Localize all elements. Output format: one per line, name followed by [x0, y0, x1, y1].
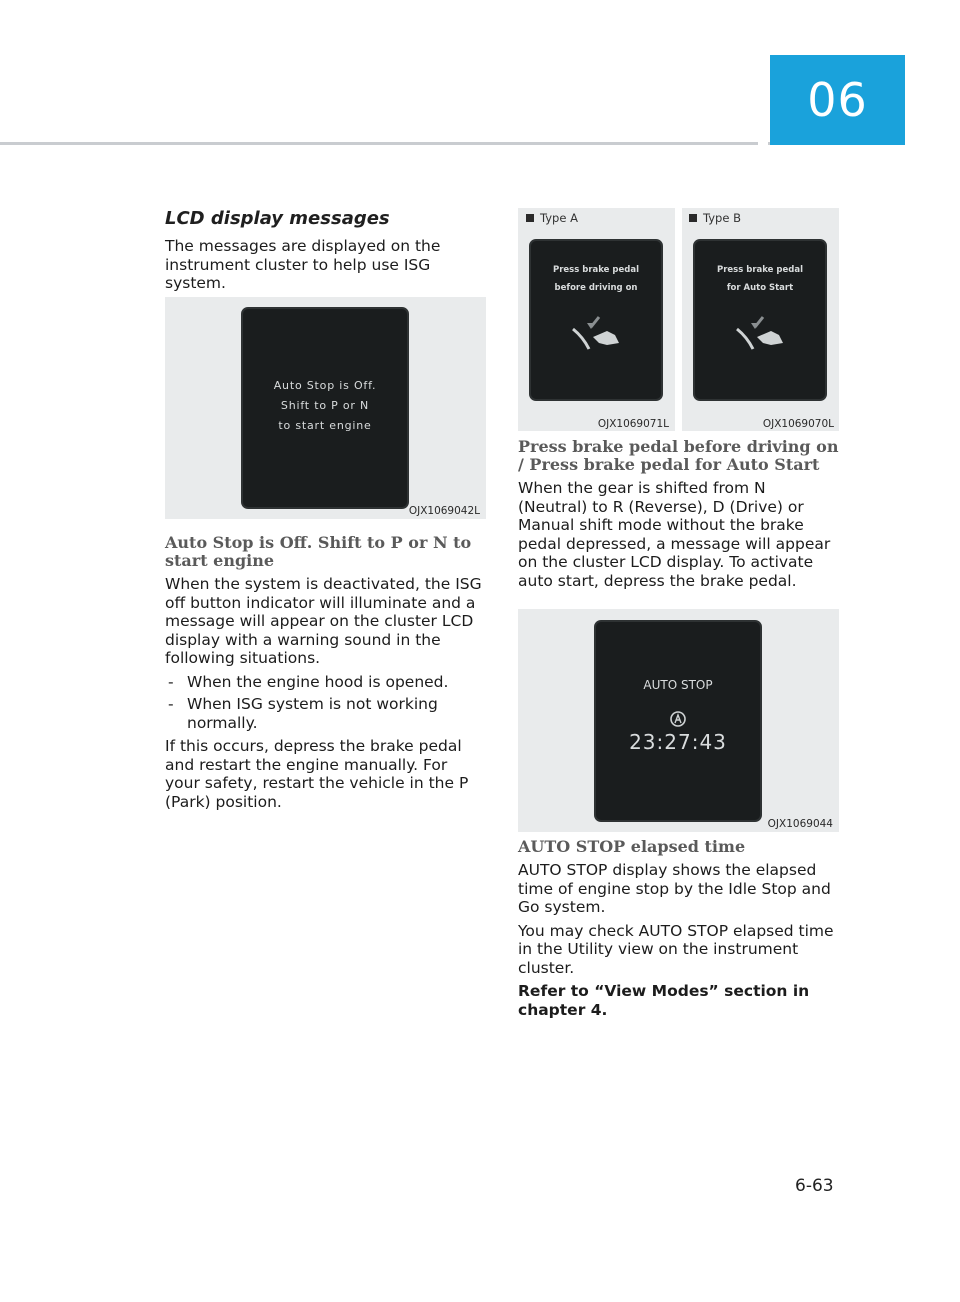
chapter-tab: 06: [770, 55, 905, 145]
lcd-line: Auto Stop is Off.: [273, 379, 377, 392]
auto-stop-icon: [669, 710, 687, 728]
cluster-lcd-screen: [529, 239, 663, 401]
subheading-auto-stop-off: Auto Stop is Off. Shift to P or N to start engine: [165, 533, 472, 570]
left-body: [165, 526, 485, 816]
lcd-line: Press brake pedal: [716, 265, 803, 275]
cluster-lcd-screen: [594, 620, 762, 822]
list-item: - When the engine hood is opened.: [165, 673, 485, 692]
left-column: [165, 208, 485, 298]
header-rule: [0, 142, 758, 145]
paragraph: If this occurs, depress the brake pedal and restart the engine manually. For your safety, restart the vehicle in the P (Park) position.: [165, 737, 469, 811]
situation-list: [165, 673, 485, 733]
lcd-line: Press brake pedal: [552, 265, 639, 275]
figure-type-a: [518, 208, 675, 431]
right-body-2: [518, 830, 839, 1024]
right-body-1: [518, 430, 839, 595]
cluster-lcd-screen: [693, 239, 827, 401]
square-bullet-icon: [526, 214, 534, 222]
figure-code: OJX1069044: [767, 818, 833, 830]
reference-note: Refer to “View Modes” section in chapter 4.: [518, 982, 810, 1019]
page-number: 6-63: [795, 1176, 834, 1196]
paragraph: When the gear is shifted from N (Neutral) to R (Reverse), D (Drive) or Manual shift mode without the brake pedal depressed, a message will appear on the cluster LCD display. To activate auto start, depress the brake pedal.: [518, 479, 831, 590]
lcd-line: to start engine: [278, 419, 372, 432]
lcd-line: Shift to P or N: [280, 399, 370, 412]
figure-auto-stop-elapsed: [518, 609, 839, 832]
figure-auto-stop-off: [165, 297, 486, 519]
brake-pedal-icon: [569, 313, 625, 353]
brake-pedal-icon: [733, 313, 789, 353]
subheading-press-brake-pedal: Press brake pedal before driving on / Press brake pedal for Auto Start: [518, 437, 839, 474]
lcd-line: for Auto Start: [726, 283, 794, 293]
paragraph: When the system is deactivated, the ISG off button indicator will illuminate and a message will appear on the cluster LCD display with a warning sound in the following situations.: [165, 575, 482, 667]
paragraph: You may check AUTO STOP elapsed time in the Utility view on the instrument cluster.: [518, 921, 834, 977]
figure-type-b: [682, 208, 839, 431]
section-title: LCD display messages: [165, 208, 390, 229]
intro-paragraph: The messages are displayed on the instrument cluster to help use ISG system.: [165, 237, 441, 292]
figure-code: OJX1069070L: [762, 418, 834, 430]
lcd-title: AUTO STOP: [643, 678, 713, 692]
lcd-line: before driving on: [554, 283, 638, 293]
paragraph: AUTO STOP display shows the elapsed time of engine stop by the Idle Stop and Go system.: [518, 861, 831, 916]
figure-code: OJX1069042L: [408, 505, 480, 517]
list-item: - When ISG system is not working normally.: [165, 695, 485, 732]
cluster-lcd-screen: [241, 307, 409, 509]
subheading-auto-stop-elapsed: AUTO STOP elapsed time: [518, 837, 746, 856]
square-bullet-icon: [689, 214, 697, 222]
figure-code: OJX1069071L: [597, 418, 669, 430]
type-b-label: Type B: [689, 211, 741, 225]
lcd-elapsed-time: 23:27:43: [629, 730, 727, 754]
type-a-label: Type A: [526, 211, 578, 225]
